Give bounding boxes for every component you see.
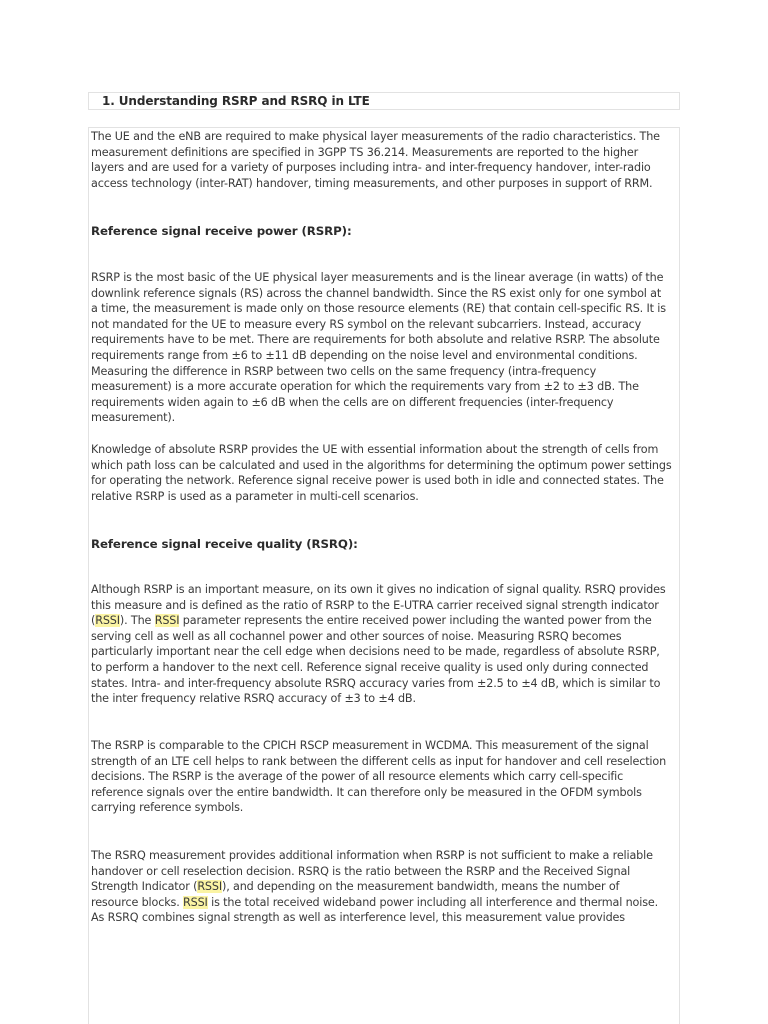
text-line: Knowledge of absolute RSRP provides the UE with essential information about the strength of cells from: [91, 443, 659, 456]
section-heading: 1. Understanding RSRP and RSRQ in LTE: [102, 94, 370, 108]
text-line: relative RSRP is used as a parameter in multi-cell scenarios.: [91, 489, 419, 503]
text-line: measurement).: [91, 411, 176, 425]
text-line: a time, the measurement is made only on those resource elements (RE) that contain cell-specific RS. It is: [91, 302, 666, 316]
text-fragment: ), and depending on the measurement bandwidth, means the number of: [222, 880, 620, 894]
rsrq-heading: Reference signal receive quality (RSRQ):: [91, 537, 358, 551]
section-heading-box: [88, 92, 680, 110]
text-line: strength of an LTE cell helps to rank between the different cells as input for handover and cell reselection: [91, 754, 667, 768]
text-line: requirements range from ±6 to ±11 dB depending on the noise level and environmental conditions.: [91, 348, 638, 362]
rsrp-paragraph-1: [91, 270, 679, 426]
text-line: requirements widen again to ±6 dB when the cells are on different frequencies (inter-frequency: [91, 395, 614, 409]
text-line: the inter frequency relative RSRQ accuracy of ±3 to ±4 dB.: [91, 692, 416, 706]
text-line: [91, 895, 679, 911]
text-fragment: resource blocks.: [91, 895, 184, 909]
text-line: requirements have to be met. There are requirements for both absolute and relative RSRP. The absolute: [91, 333, 660, 347]
text-line: carrying reference symbols.: [91, 801, 244, 815]
text-line: particularly important near the cell edge when decisions need to be made, regardless of absolute RSRP,: [91, 645, 660, 659]
content-box: [88, 127, 680, 1024]
text-line: RSRP is the most basic of the UE physical layer measurements and is the linear average (in watts) of the: [91, 271, 664, 284]
text-line: handover or cell reselection decision. RSRQ is the ratio between the RSRP and the Received Signal: [91, 864, 631, 878]
text-line: decisions. The RSRP is the average of the power of all resource elements which carry cell-specific: [91, 770, 624, 784]
text-line: [91, 879, 679, 895]
text-line: states. Intra- and inter-frequency absolute RSRQ accuracy varies from ±2.5 to ±4 dB, which is similar to: [91, 676, 661, 690]
rssi-highlight: RSSI: [183, 895, 208, 909]
rsrq-paragraph-2: [91, 738, 679, 816]
text-line: to perform a handover to the next cell. Reference signal receive quality is used only during connected: [91, 660, 649, 674]
text-fragment: parameter represents the entire received power including the wanted power from the: [179, 614, 652, 628]
rsrp-heading: Reference signal receive power (RSRP):: [91, 224, 352, 238]
rssi-highlight: RSSI: [95, 614, 120, 628]
text-line: The UE and the eNB are required to make physical layer measurements of the radio characteristics. The: [91, 130, 660, 143]
text-line: not mandated for the UE to measure every RS symbol on the relevant subcarriers. Instead, accuracy: [91, 317, 642, 331]
text-line: As RSRQ combines signal strength as well as interference level, this measurement value provides: [91, 911, 625, 925]
rsrq-paragraph-1: [91, 582, 679, 707]
rssi-highlight: RSSI: [197, 880, 222, 894]
text-fragment: Strength Indicator (: [91, 880, 198, 894]
text-fragment: ). The: [119, 614, 155, 628]
text-line: serving cell as well as all cochannel power and other sources of noise. Measuring RSRQ becomes: [91, 629, 622, 643]
intro-paragraph: [91, 129, 679, 191]
text-line: reference signals over the entire bandwidth. It can therefore only be measured in the OFDM symbols: [91, 785, 642, 799]
text-fragment: (: [91, 614, 96, 628]
text-line: for operating the network. Reference signal receive power is used both in idle and connected states. The: [91, 474, 664, 488]
text-line: The RSRP is comparable to the CPICH RSCP measurement in WCDMA. This measurement of the signal: [91, 739, 649, 752]
text-line: which path loss can be calculated and used in the algorithms for determining the optimum power settings: [91, 458, 672, 472]
text-line: measurement) is a more accurate operation for which the requirements vary from ±2 to ±3 dB. The: [91, 380, 639, 394]
rsrq-paragraph-3: [91, 848, 679, 926]
text-line: access technology (inter-RAT) handover, timing measurements, and other purposes in support of RRM.: [91, 176, 653, 190]
text-line: this measure and is defined as the ratio of RSRP to the E-UTRA carrier received signal strength indicator: [91, 598, 659, 612]
text-line: measurement definitions are specified in 3GPP TS 36.214. Measurements are reported to the higher: [91, 145, 639, 159]
rsrp-paragraph-2: [91, 442, 679, 504]
text-line: downlink reference signals (RS) across the channel bandwidth. Since the RS exist only for one symbol at: [91, 286, 662, 300]
text-line: [91, 613, 679, 629]
text-line: The RSRQ measurement provides additional information when RSRP is not sufficient to make a reliable: [91, 849, 653, 862]
text-line: Although RSRP is an important measure, on its own it gives no indication of signal quality. RSRQ provides: [91, 583, 666, 596]
text-line: Measuring the difference in RSRP between two cells on the same frequency (intra-frequency: [91, 364, 597, 378]
text-fragment: is the total received wideband power including all interference and thermal noise.: [207, 895, 659, 909]
text-line: layers and are used for a variety of purposes including intra- and inter-frequency handover, inter-radio: [91, 161, 651, 175]
rssi-highlight: RSSI: [154, 614, 180, 628]
